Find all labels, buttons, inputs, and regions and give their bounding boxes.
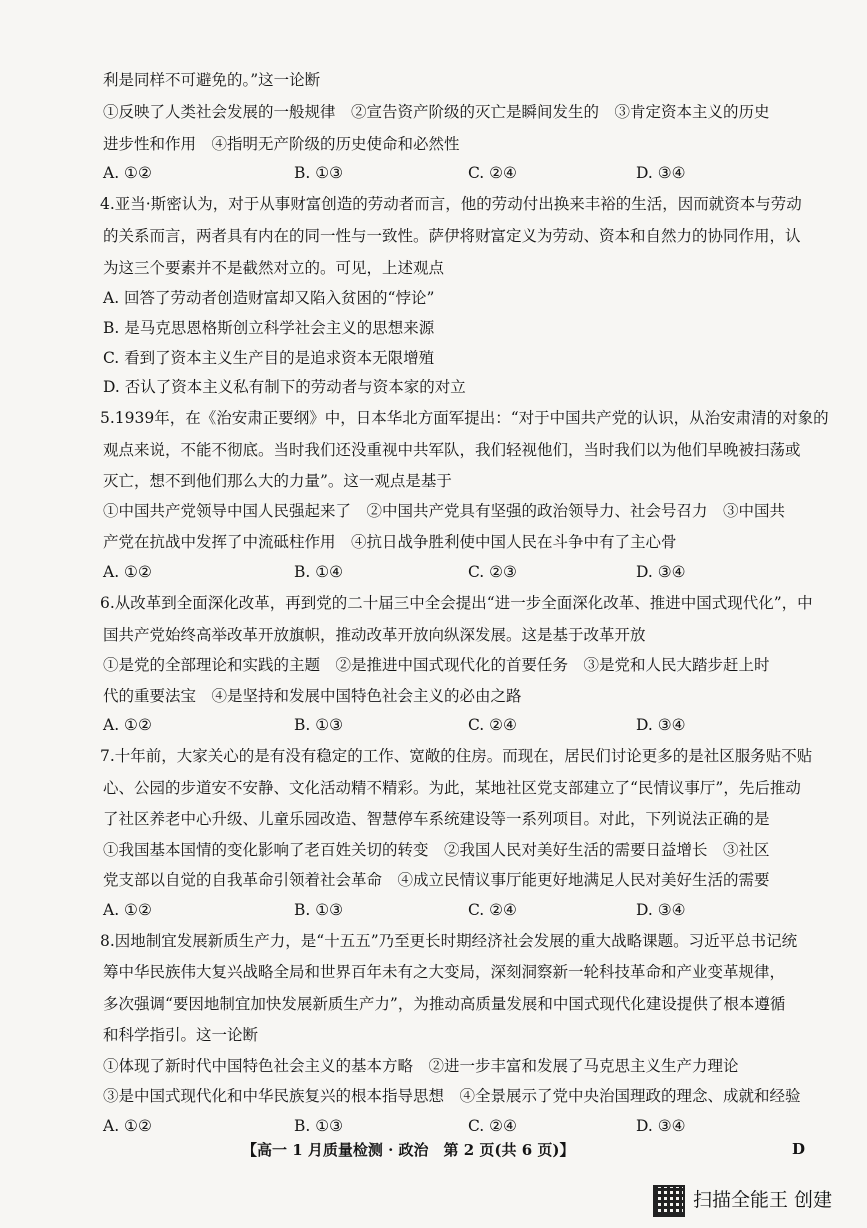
answer-options <box>0 1116 867 1136</box>
text-line: 利是同样不可避免的。”这一论断 <box>103 71 321 89</box>
text-line: ①反映了人类社会发展的一般规律 ②宣告资产阶级的灭亡是瞬间发生的 ③肯定资本主义的历史 <box>103 103 770 121</box>
page-footer: 【高一 1 月质量检测 · 政治 第 2 页(共 6 页)】 <box>242 1141 575 1159</box>
option-a[interactable]: A. ①② <box>103 563 152 581</box>
text-line: 产党在抗战中发挥了中流砥柱作用 ④抗日战争胜利使中国人民在斗争中有了主心骨 <box>103 533 677 551</box>
option-b[interactable]: B. ①④ <box>294 563 344 581</box>
option-c[interactable]: C. 看到了资本主义生产目的是追求资本无限增殖 <box>103 349 435 367</box>
option-c[interactable]: C. ②④ <box>468 716 517 734</box>
option-d[interactable]: D. ③④ <box>636 563 686 581</box>
paper-version-label: D <box>792 1140 806 1158</box>
option-b[interactable]: B. ①③ <box>294 716 344 734</box>
option-c[interactable]: C. ②③ <box>468 563 517 581</box>
text-line: 多次强调“要因地制宜加快发展新质生产力”，为推动高质量发展和中国式现代化建设提供了根本遵循 <box>103 995 786 1013</box>
text-line: 心、公园的步道安不安静、文化活动精不精彩。为此，某地社区党支部建立了“民情议事厅”，先后推动 <box>103 779 801 797</box>
option-c[interactable]: C. ②④ <box>468 901 517 919</box>
option-c[interactable]: C. ②④ <box>468 1117 517 1135</box>
text-line: ①我国基本国情的变化影响了老百姓关切的转变 ②我国人民对美好生活的需要日益增长 ③社区 <box>103 841 770 859</box>
answer-options <box>0 163 867 183</box>
question-5-stem: 5.1939年，在《治安肃正要纲》中，日本华北方面军提出：“对于中国共产党的认识，从治安肃清的对象的 <box>100 409 829 427</box>
text-line: ①体现了新时代中国特色社会主义的基本方略 ②进一步丰富和发展了马克思主义生产力理论 <box>103 1057 739 1075</box>
option-a[interactable]: A. ①② <box>103 716 152 734</box>
option-b[interactable]: B. ①③ <box>294 1117 344 1135</box>
text-line: 观点来说，不能不彻底。当时我们还没重视中共军队，我们轻视他们，当时我们以为他们早晚被扫荡或 <box>103 441 801 459</box>
question-7-stem: 7.十年前，大家关心的是有没有稳定的工作、宽敞的住房。而现在，居民们讨论更多的是社区服务贴不贴 <box>100 747 813 765</box>
scanner-watermark: 扫描全能王 创建 <box>693 1189 833 1211</box>
option-d[interactable]: D. ③④ <box>636 164 686 182</box>
question-8-stem: 8.因地制宜发展新质生产力，是“十五五”乃至更长时期经济社会发展的重大战略课题。习近平总书记统 <box>100 932 798 950</box>
text-line: 进步性和作用 ④指明无产阶级的历史使命和必然性 <box>103 135 460 153</box>
answer-options <box>0 900 867 920</box>
text-line: 党支部以自觉的自我革命引领着社会革命 ④成立民情议事厅能更好地满足人民对美好生活的需要 <box>103 871 770 889</box>
text-line: ③是中国式现代化和中华民族复兴的根本指导思想 ④全景展示了党中央治国理政的理念、成就和经验 <box>103 1087 801 1105</box>
option-d[interactable]: D. 否认了资本主义私有制下的劳动者与资本家的对立 <box>103 378 466 396</box>
option-a[interactable]: A. ①② <box>103 901 152 919</box>
option-d[interactable]: D. ③④ <box>636 901 686 919</box>
text-line: 灭亡，想不到他们那么大的力量”。这一观点是基于 <box>103 472 452 490</box>
option-a[interactable]: A. ①② <box>103 164 152 182</box>
option-d[interactable]: D. ③④ <box>636 1117 686 1135</box>
text-line: 为这三个要素并不是截然对立的。可见，上述观点 <box>103 259 445 277</box>
text-line: 筹中华民族伟大复兴战略全局和世界百年未有之大变局，深刻洞察新一轮科技革命和产业变革规律， <box>103 963 786 981</box>
text-line: 的关系而言，两者具有内在的同一性与一致性。萨伊将财富定义为劳动、资本和自然力的协同作用，认 <box>103 227 801 245</box>
text-line: 和科学指引。这一论断 <box>103 1026 259 1044</box>
option-b[interactable]: B. ①③ <box>294 164 344 182</box>
option-a[interactable]: A. 回答了劳动者创造财富却又陷入贫困的“悖论” <box>103 289 435 307</box>
question-6-stem: 6.从改革到全面深化改革，再到党的二十届三中全会提出“进一步全面深化改革、推进中国式现代化”，中 <box>100 594 813 612</box>
option-c[interactable]: C. ②④ <box>468 164 517 182</box>
option-a[interactable]: A. ①② <box>103 1117 152 1135</box>
text-line: ①中国共产党领导中国人民强起来了 ②中国共产党具有坚强的政治领导力、社会号召力 ③中国共 <box>103 502 786 520</box>
answer-options <box>0 562 867 582</box>
option-d[interactable]: D. ③④ <box>636 716 686 734</box>
qr-code-icon <box>653 1185 685 1217</box>
option-b[interactable]: B. 是马克思恩格斯创立科学社会主义的思想来源 <box>103 319 435 337</box>
question-4-stem: 4.亚当·斯密认为，对于从事财富创造的劳动者而言，他的劳动付出换来丰裕的生活，因而就资本与劳动 <box>100 195 802 213</box>
option-b[interactable]: B. ①③ <box>294 901 344 919</box>
text-line: ①是党的全部理论和实践的主题 ②是推进中国式现代化的首要任务 ③是党和人民大踏步赶上时 <box>103 656 770 674</box>
text-line: 了社区养老中心升级、儿童乐园改造、智慧停车系统建设等一系列项目。对此，下列说法正确的是 <box>103 810 770 828</box>
text-line: 国共产党始终高举改革开放旗帜，推动改革开放向纵深发展。这是基于改革开放 <box>103 626 646 644</box>
answer-options <box>0 715 867 735</box>
text-line: 代的重要法宝 ④是坚持和发展中国特色社会主义的必由之路 <box>103 687 522 705</box>
